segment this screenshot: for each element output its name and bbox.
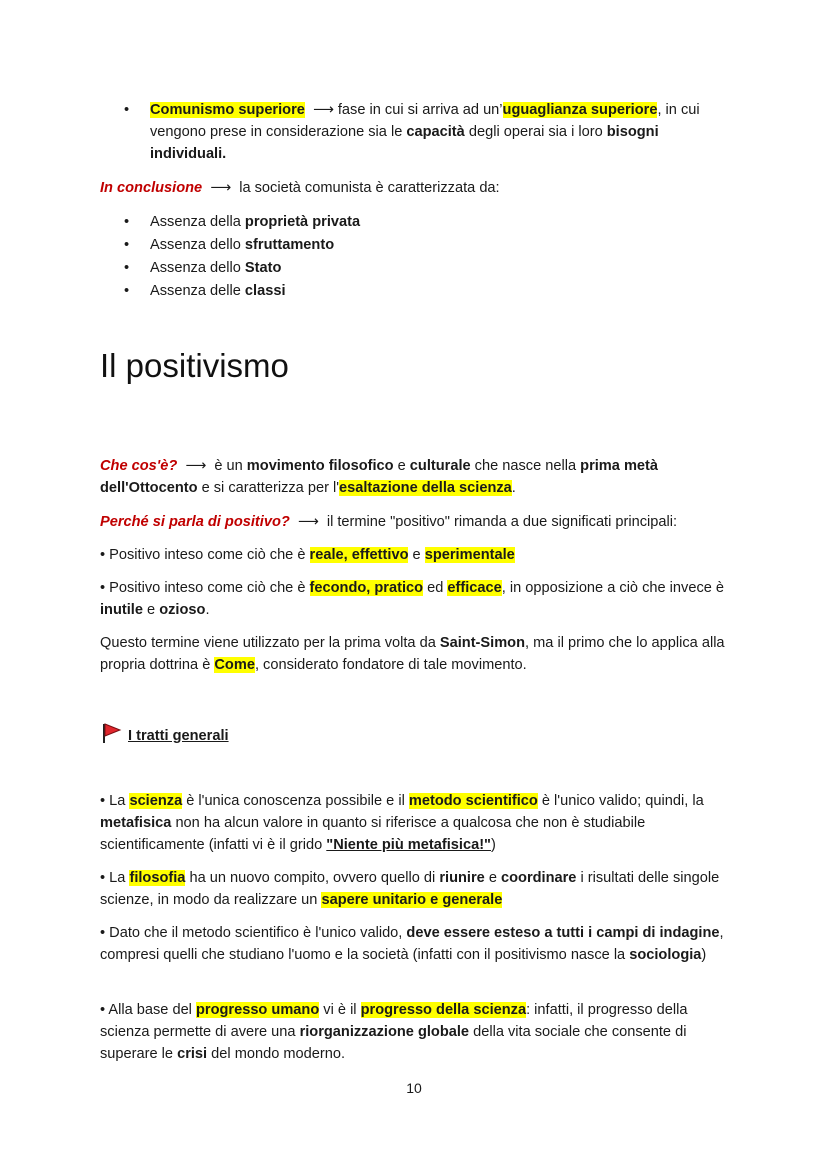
text: fase in cui si arriva ad un’ bbox=[337, 102, 503, 118]
bold-term: classi bbox=[244, 283, 286, 299]
bold-term: riunire bbox=[439, 870, 485, 886]
highlighted-term: fecondo, pratico bbox=[309, 580, 424, 596]
section-heading: Il positivismo bbox=[100, 347, 289, 384]
list-item bbox=[100, 211, 730, 234]
highlighted-term: Comunismo superiore bbox=[150, 102, 305, 118]
red-label: In conclusione bbox=[100, 180, 203, 196]
trait-1 bbox=[100, 790, 730, 856]
list-item bbox=[100, 280, 730, 303]
text: è un bbox=[214, 458, 247, 474]
highlighted-term: scienza bbox=[129, 793, 183, 809]
bold-term: sfruttamento bbox=[244, 237, 335, 253]
list-item bbox=[100, 99, 730, 165]
text: , considerato fondatore di tale movimento. bbox=[254, 657, 527, 673]
highlighted-term: sapere unitario e generale bbox=[321, 892, 503, 908]
arrow-icon: ⟶ bbox=[185, 458, 207, 474]
arrow-icon: ⟶ bbox=[210, 180, 232, 196]
text: e bbox=[484, 870, 501, 886]
highlighted-term: uguaglianza superiore bbox=[502, 102, 658, 118]
flag-icon bbox=[100, 722, 122, 749]
why-paragraph bbox=[100, 511, 730, 533]
text: che nasce nella bbox=[470, 458, 581, 474]
text: ) bbox=[701, 947, 707, 963]
bold-term: Stato bbox=[244, 260, 282, 276]
page-number: 10 bbox=[406, 1080, 422, 1096]
meaning-1 bbox=[100, 544, 730, 566]
bold-term: crisi bbox=[177, 1046, 208, 1062]
text: . bbox=[205, 602, 210, 618]
bullet-dot: • bbox=[124, 102, 130, 118]
text: • La bbox=[100, 793, 130, 809]
bold-term: culturale bbox=[409, 458, 471, 474]
arrow-icon: ⟶ bbox=[297, 514, 319, 530]
text: ha un nuovo compito, ovvero quello di bbox=[185, 870, 440, 886]
conclusion-list bbox=[100, 211, 730, 303]
text: del mondo moderno. bbox=[207, 1046, 346, 1062]
conclusion-line bbox=[100, 177, 730, 199]
text: è l'unico valido; quindi, la bbox=[537, 793, 704, 809]
text: e bbox=[393, 458, 410, 474]
text: : infatti, il progresso della scienza permette di avere una bbox=[100, 1002, 688, 1040]
text: Assenza dello bbox=[150, 237, 245, 253]
highlighted-term: progresso umano bbox=[195, 1002, 320, 1018]
text: i risultati delle singole scienze, in modo da realizzare un bbox=[100, 870, 720, 908]
meaning-2 bbox=[100, 577, 730, 621]
text: ed bbox=[423, 580, 448, 596]
text: Questo termine viene utilizzato per la prima volta da bbox=[100, 635, 440, 651]
bold-term: Saint-Simon bbox=[439, 635, 526, 651]
term-use-paragraph bbox=[100, 632, 730, 676]
bold-term: sociologia bbox=[629, 947, 702, 963]
underlined-quote: "Niente più metafisica!" bbox=[326, 837, 491, 853]
highlighted-term: metodo scientifico bbox=[408, 793, 538, 809]
what-paragraph bbox=[100, 455, 730, 499]
text: della vita sociale che consente di superare le bbox=[100, 1024, 687, 1062]
text: Assenza della bbox=[150, 214, 245, 230]
text: non ha alcun valore in quanto si riferisce a qualcosa che non è studiabile scientificamente (infatti vi è il grido bbox=[100, 815, 646, 853]
text: • Dato che il metodo scientifico è l'unico valido, bbox=[100, 925, 407, 941]
highlighted-term: progresso della scienza bbox=[360, 1002, 527, 1018]
text: • Positivo inteso come ciò che è bbox=[100, 547, 310, 563]
text: vi è il bbox=[319, 1002, 361, 1018]
bold-term: deve essere esteso a tutti i campi di indagine bbox=[406, 925, 720, 941]
text: • Alla base del bbox=[100, 1002, 196, 1018]
text: , in cui vengono prese in considerazione sia le bbox=[150, 102, 700, 140]
text: Assenza dello bbox=[150, 260, 245, 276]
trait-4 bbox=[100, 999, 730, 1065]
text: • Positivo inteso come ciò che è bbox=[100, 580, 310, 596]
text: , in opposizione a ciò che invece è bbox=[501, 580, 725, 596]
highlighted-term: Come bbox=[214, 657, 255, 673]
text: , compresi quelli che studiano l'uomo e la società (infatti con il positivismo nasce la bbox=[100, 925, 724, 963]
text: • La bbox=[100, 870, 130, 886]
bold-term: capacità bbox=[406, 124, 465, 140]
bold-term: metafisica bbox=[100, 815, 172, 831]
text: e bbox=[408, 547, 425, 563]
text: degli operai sia i loro bbox=[464, 124, 607, 140]
highlighted-term: reale, effettivo bbox=[309, 547, 409, 563]
list-item bbox=[100, 257, 730, 280]
text: . bbox=[511, 480, 516, 496]
bullet-dot: • bbox=[124, 260, 130, 276]
text: , ma il primo che lo applica alla propria dottrina è bbox=[100, 635, 725, 673]
text: il termine "positivo" rimanda a due significati principali: bbox=[326, 514, 678, 530]
text: e si caratterizza per l' bbox=[197, 480, 340, 496]
highlighted-term: filosofia bbox=[129, 870, 186, 886]
bold-term: ozioso bbox=[159, 602, 206, 618]
bullet-dot: • bbox=[124, 237, 130, 253]
bold-term: riorganizzazione globale bbox=[299, 1024, 470, 1040]
text: Assenza delle bbox=[150, 283, 245, 299]
arrow-icon: ⟶ bbox=[312, 102, 334, 118]
bold-term: inutile bbox=[100, 602, 143, 618]
trait-2 bbox=[100, 867, 730, 911]
bold-term: coordinare bbox=[501, 870, 577, 886]
red-label: Che cos'è? bbox=[100, 458, 178, 474]
text: la società comunista è caratterizzata da: bbox=[239, 180, 500, 196]
red-label: Perché si parla di positivo? bbox=[100, 514, 290, 530]
highlighted-term: sperimentale bbox=[424, 547, 515, 563]
bold-term: bisogni individuali. bbox=[150, 124, 659, 162]
subsection-heading bbox=[100, 722, 229, 749]
bold-term: proprietà privata bbox=[244, 214, 361, 230]
highlighted-term: efficace bbox=[447, 580, 502, 596]
text: è l'unica conoscenza possibile e il bbox=[182, 793, 409, 809]
text: e bbox=[142, 602, 160, 618]
list-item bbox=[100, 234, 730, 257]
communism-bullet bbox=[100, 99, 730, 165]
bullet-dot: • bbox=[124, 283, 130, 299]
bold-term: prima metà dell'Ottocento bbox=[100, 458, 659, 496]
bullet-dot: • bbox=[124, 214, 130, 230]
trait-3 bbox=[100, 922, 730, 966]
text: ) bbox=[490, 837, 496, 853]
bold-term: movimento filosofico bbox=[246, 458, 394, 474]
subsection-label: I tratti generali bbox=[128, 727, 229, 744]
highlighted-term: esaltazione della scienza bbox=[339, 480, 512, 496]
